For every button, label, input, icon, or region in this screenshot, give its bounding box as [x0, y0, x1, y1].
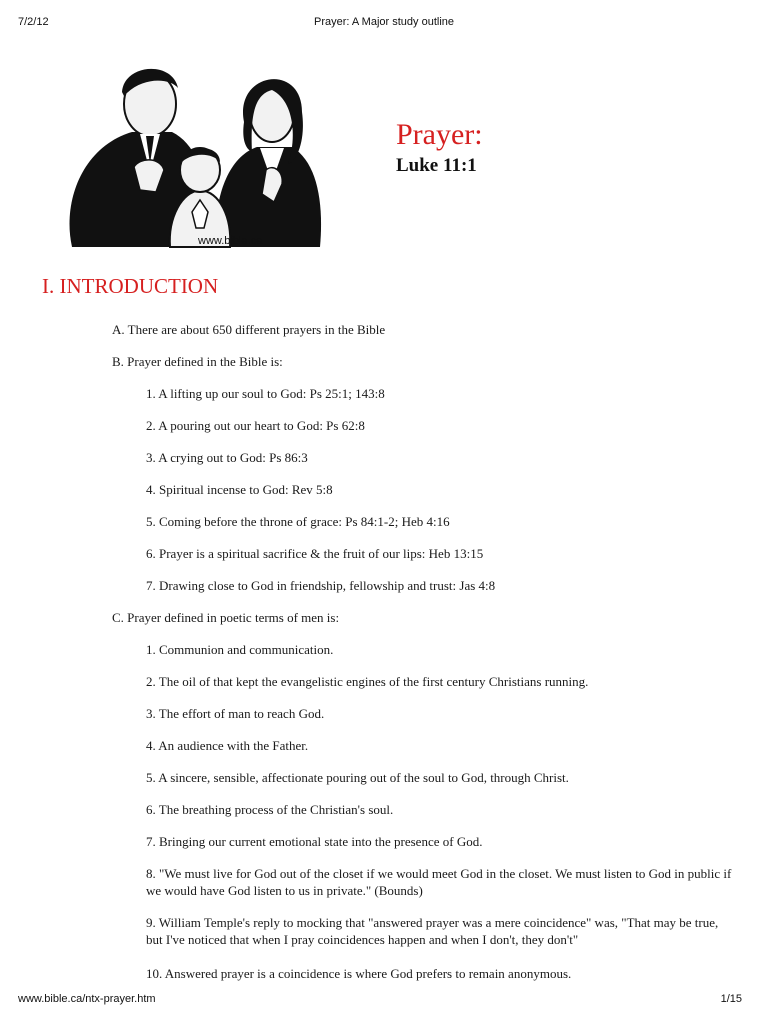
outline-subitem: 6. Prayer is a spiritual sacrifice & the fruit of our lips: Heb 13:15 [146, 546, 484, 561]
outline-subitem: 10. Answered prayer is a coincidence is where God prefers to remain anonymous. [146, 966, 572, 981]
outline-item-c: C. Prayer defined in poetic terms of men is: [112, 610, 340, 625]
header-title: Prayer: A Major study outline [313, 16, 454, 28]
outline-subitem: 1. A lifting up our soul to God: Ps 25:1; 143:8 [146, 386, 385, 401]
outline-subitem-quote: 9. William Temple's reply to mocking that "answered prayer was a mere coincidence" was, "That may be true, but I've noticed that when I pray coincidences happen and when I don't, they don't" [146, 915, 719, 947]
outline-subitem: 5. Coming before the throne of grace: Ps 84:1-2; Heb 4:16 [146, 514, 450, 529]
footer-page-number: 1/15 [720, 993, 742, 1005]
section-heading: I. INTRODUCTION [42, 274, 219, 298]
header-date: 7/2/12 [18, 16, 49, 28]
outline-subitem: 2. A pouring out our heart to God: Ps 62:8 [146, 418, 365, 433]
page-subtitle: Luke 11:1 [396, 155, 477, 176]
outline-subitem: 1. Communion and communication. [146, 642, 334, 657]
footer-url: www.bible.ca/ntx-prayer.htm [18, 993, 156, 1005]
outline-subitem: 4. Spiritual incense to God: Rev 5:8 [146, 482, 333, 497]
outline-subitem: 3. The effort of man to reach God. [146, 706, 325, 721]
outline-subitem: 7. Bringing our current emotional state into the presence of God. [146, 834, 483, 849]
outline-subitem: 5. A sincere, sensible, affectionate pouring out of the soul to God, through Christ. [146, 770, 569, 785]
praying-family-illustration [52, 52, 332, 252]
outline-subitem: 7. Drawing close to God in friendship, fellowship and trust: Jas 4:8 [146, 578, 496, 593]
outline-subitem: 2. The oil of that kept the evangelistic engines of the first century Christians running. [146, 674, 589, 689]
outline-item-a: A. There are about 650 different prayers in the Bible [112, 322, 386, 337]
outline-item-b: B. Prayer defined in the Bible is: [112, 354, 283, 369]
outline-subitem: 3. A crying out to God: Ps 86:3 [146, 450, 308, 465]
outline-subitem: 6. The breathing process of the Christian's soul. [146, 802, 394, 817]
outline-subitem: 4. An audience with the Father. [146, 738, 309, 753]
page-title: Prayer: [396, 118, 483, 151]
outline-subitem-quote: 8. "We must live for God out of the closet if we would meet God in the closet. We must listen to God in public if we would have God listen to us in private." (Bounds) [146, 866, 732, 898]
illustration-caption: www.bible.ca [198, 235, 263, 247]
